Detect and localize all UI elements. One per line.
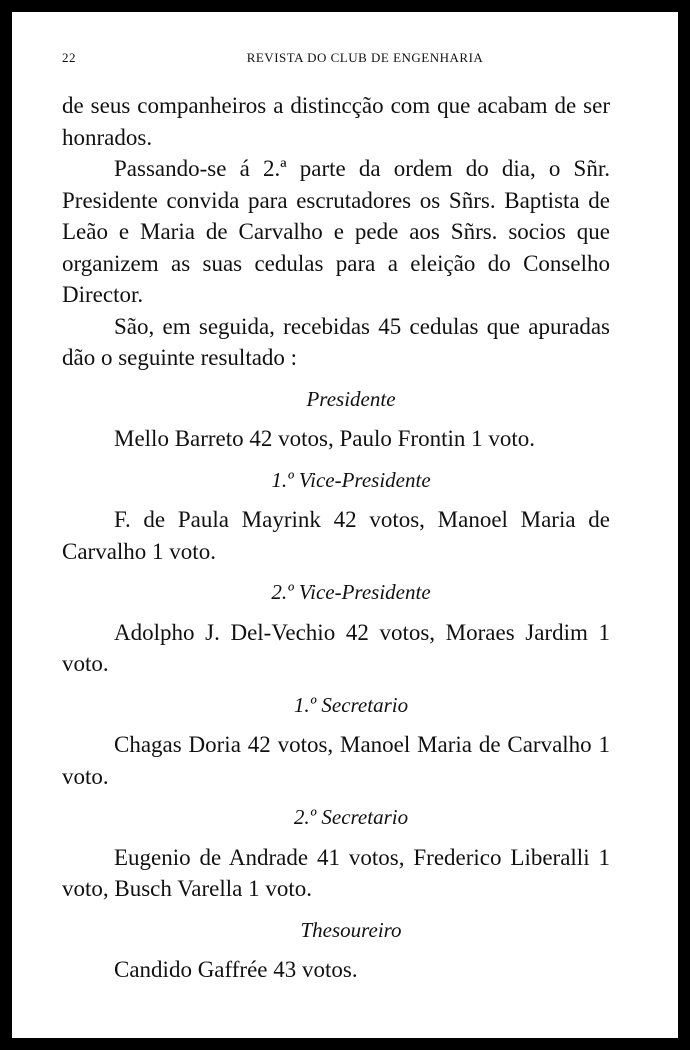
journal-title: REVISTA DO CLUB DE ENGENHARIA — [246, 50, 484, 65]
office-heading: 1.º Secretario — [293, 692, 409, 717]
document-page — [12, 12, 678, 1038]
page-number: 22 — [62, 50, 76, 65]
vote-entry: Adolpho J. Del-Vechio 42 votos, Moraes Jardim 1 voto. — [62, 619, 610, 676]
vote-entry: Chagas Doria 42 votos, Manoel Maria de Carvalho 1 voto. — [62, 732, 610, 789]
office-heading: Thesoureiro — [300, 917, 402, 942]
vote-entry: Eugenio de Andrade 41 votos, Frederico Liberalli 1 voto, Busch Varella 1 voto. — [62, 844, 610, 901]
office-heading: 2.º Vice-Presidente — [271, 580, 431, 604]
office-heading: 2.º Secretario — [293, 805, 409, 829]
office-heading: Presidente — [306, 386, 396, 411]
vote-entry: F. de Paula Mayrink 42 votos, Manoel Maria de Carvalho 1 voto. — [62, 507, 610, 564]
running-head — [62, 50, 628, 70]
body-text — [62, 90, 610, 986]
intro-continuation: de seus companheiros a distincção com que acabam de ser honrados. — [62, 93, 610, 150]
vote-entry: Candido Gaffrée 43 votos. — [114, 957, 358, 982]
paragraph-scrutineers: Passando-se á 2.ª parte da ordem do dia, o Sñr. Presidente convida para escrutadores os Sñrs. Baptista de Leão e Maria de Carvalho e pede aos Sñrs. socios que organizem as suas cedulas para a eleição do Conselho Director. — [62, 156, 610, 307]
office-heading: 1.º Vice-Presidente — [271, 467, 431, 492]
vote-entry: Mello Barreto 42 votos, Paulo Frontin 1 voto. — [114, 426, 536, 451]
paragraph-result: São, em seguida, recebidas 45 cedulas que apuradas dão o seguinte resultado : — [62, 313, 610, 370]
